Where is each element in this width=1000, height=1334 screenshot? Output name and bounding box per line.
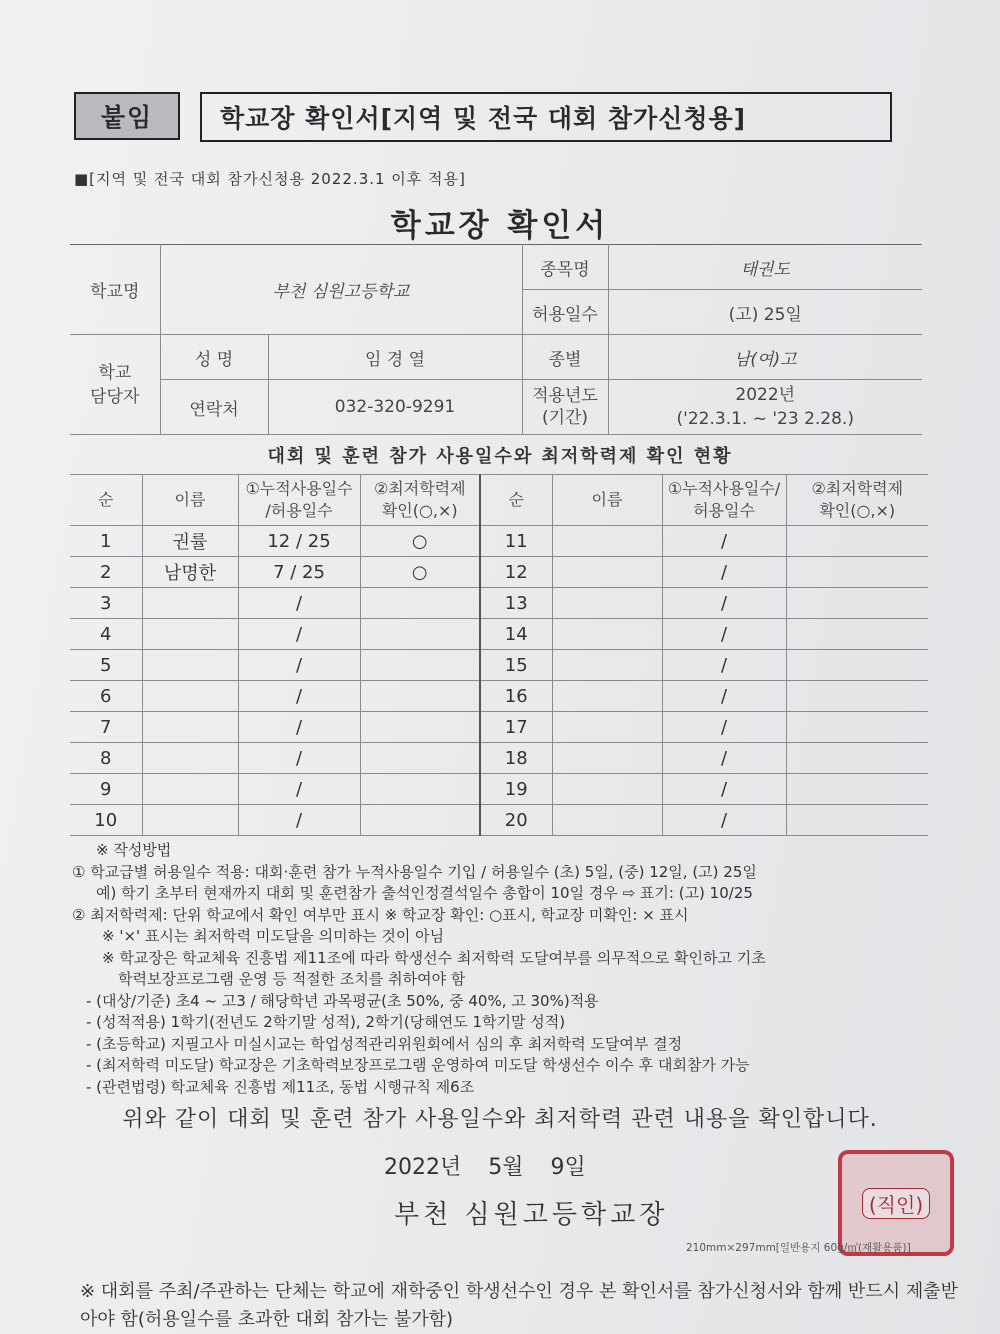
footer-note: ※ 대회를 주최/주관하는 단체는 학교에 재학중인 학생선수인 경우 본 확인서를 참가신청서와 함께 반드시 제출받아야 함(허용일수를 초과한 대회 참가는 불가함) — [80, 1281, 958, 1330]
instructions-notes — [72, 840, 942, 1098]
days-used: / — [662, 526, 786, 557]
date-day: 9일 — [550, 1155, 586, 1180]
academic-check — [360, 588, 480, 619]
days-used: / — [238, 681, 360, 712]
row-number: 16 — [480, 681, 552, 712]
sport-label: 종목명 — [522, 245, 608, 290]
table-row — [70, 681, 928, 712]
signature-date — [384, 1150, 586, 1181]
col-header: 이름 — [552, 475, 662, 526]
table-row — [70, 619, 928, 650]
row-number: 11 — [480, 526, 552, 557]
row-number: 10 — [70, 805, 142, 836]
note-line: - (최저학력 미도달) 학교장은 기초학력보장프로그램 운영하여 미도달 학생선수 이수 후 대회참가 가능 — [86, 1056, 750, 1074]
allowed-days-value: (고) 25일 — [608, 290, 922, 335]
attachment-tag: 붙임 — [74, 92, 180, 140]
athlete-name — [142, 619, 238, 650]
academic-check — [786, 650, 928, 681]
note-line: ※ '×' 표시는 최저학력 미도달을 의미하는 것이 아님 — [102, 927, 445, 945]
note-line: - (초등학교) 지필고사 미실시교는 학업성적관리위원회에서 심의 후 최저학력 도달여부 결정 — [86, 1034, 683, 1053]
athlete-name — [552, 526, 662, 557]
academic-check — [360, 743, 480, 774]
athlete-name — [142, 743, 238, 774]
athlete-name — [552, 650, 662, 681]
year-label: 적용년도 (기간) — [522, 380, 608, 435]
table-row — [70, 805, 928, 836]
manager-name-label: 성 명 — [160, 335, 268, 380]
days-used: 12 / 25 — [238, 526, 360, 557]
academic-check — [786, 619, 928, 650]
row-number: 15 — [480, 650, 552, 681]
days-used: / — [238, 588, 360, 619]
athlete-name — [142, 650, 238, 681]
row-number: 18 — [480, 743, 552, 774]
col-header: ①누적사용일수 /허용일수 — [238, 475, 360, 526]
row-number: 8 — [70, 743, 142, 774]
academic-check — [360, 650, 480, 681]
row-number: 9 — [70, 774, 142, 805]
applicability-note: ■[지역 및 전국 대회 참가신청용 2022.3.1 이후 적용] — [74, 170, 466, 188]
contact-value: 032-320-9291 — [268, 380, 522, 435]
athlete-name — [552, 743, 662, 774]
academic-check: ○ — [360, 557, 480, 588]
table-row — [70, 774, 928, 805]
col-header: 이름 — [142, 475, 238, 526]
row-number: 12 — [480, 557, 552, 588]
date-year: 2022년 — [384, 1155, 462, 1180]
note-line: 학력보장프로그램 운영 등 적절한 조치를 취하여야 함 — [118, 970, 466, 988]
sport-value: 태권도 — [608, 245, 922, 290]
allowed-days-label: 허용일수 — [522, 290, 608, 335]
athlete-name — [552, 588, 662, 619]
academic-check — [786, 526, 928, 557]
academic-check — [786, 743, 928, 774]
days-used: / — [662, 681, 786, 712]
year-cell — [608, 380, 922, 435]
category-value: 남(여)고 — [608, 335, 922, 380]
academic-check — [360, 681, 480, 712]
row-number: 13 — [480, 588, 552, 619]
note-line: - (대상/기준) 초4 ~ 고3 / 해당학년 과목평균(초 50%, 중 40%, 고 30%)적용 — [86, 991, 599, 1010]
days-used: / — [662, 805, 786, 836]
academic-check: ○ — [360, 526, 480, 557]
row-number: 6 — [70, 681, 142, 712]
academic-check — [786, 774, 928, 805]
confirmation-statement: 위와 같이 대회 및 훈련 참가 사용일수와 최저학력 관련 내용을 확인합니다. — [122, 1107, 878, 1132]
col-header: 순 — [480, 475, 552, 526]
athlete-name — [552, 619, 662, 650]
date-month: 5월 — [488, 1155, 524, 1180]
table-row — [70, 650, 928, 681]
days-used: / — [662, 650, 786, 681]
year-value: 2022년 — [735, 385, 796, 405]
manager-name-value: 임 경 열 — [268, 335, 522, 380]
note-line: - (성적적용) 1학기(전년도 2학기말 성적), 2학기(당해연도 1학기말 성적) — [86, 1013, 566, 1031]
table-row — [70, 557, 928, 588]
athlete-name: 권률 — [142, 526, 238, 557]
athlete-name — [142, 712, 238, 743]
days-used: / — [662, 588, 786, 619]
athlete-name — [552, 774, 662, 805]
academic-check — [786, 588, 928, 619]
table-row — [70, 743, 928, 774]
days-used: / — [238, 743, 360, 774]
days-used: / — [662, 557, 786, 588]
academic-check — [786, 712, 928, 743]
academic-check — [786, 681, 928, 712]
manager-label: 학교 담당자 — [70, 335, 160, 435]
athlete-name — [552, 805, 662, 836]
note-line: ① 학교급별 허용일수 적용: 대회·훈련 참가 누적사용일수 기입 / 허용일수 (초) 5일, (중) 12일, (고) 25일 — [72, 862, 757, 881]
academic-check — [360, 712, 480, 743]
row-number: 2 — [70, 557, 142, 588]
note-line: ※ 학교장은 학교체육 진흥법 제11조에 따라 학생선수 최저학력 도달여부를 의무적으로 확인하고 기초 — [102, 948, 766, 967]
row-number: 5 — [70, 650, 142, 681]
page-title: 학교장 확인서 — [390, 208, 610, 244]
days-used: / — [662, 743, 786, 774]
row-number: 14 — [480, 619, 552, 650]
academic-check — [360, 805, 480, 836]
category-label: 종별 — [522, 335, 608, 380]
school-name-label: 학교명 — [70, 245, 160, 335]
academic-check — [360, 774, 480, 805]
athlete-name — [142, 774, 238, 805]
col-header: ②최저학력제 확인(○,×) — [786, 475, 928, 526]
athlete-name — [142, 805, 238, 836]
athlete-name: 남명한 — [142, 557, 238, 588]
athlete-name — [142, 588, 238, 619]
days-used: / — [662, 712, 786, 743]
school-name-value: 부천 심원고등학교 — [160, 245, 522, 335]
row-number: 20 — [480, 805, 552, 836]
row-number: 19 — [480, 774, 552, 805]
seal-label: (직인) — [862, 1188, 930, 1219]
days-used: / — [238, 774, 360, 805]
row-number: 17 — [480, 712, 552, 743]
col-header: 순 — [70, 475, 142, 526]
col-header: ①누적사용일수/ 허용일수 — [662, 475, 786, 526]
athlete-name — [552, 712, 662, 743]
days-used: / — [238, 805, 360, 836]
note-line: ② 최저학력제: 단위 학교에서 확인 여부만 표시 ※ 학교장 확인: ○표시, 학교장 미확인: × 표시 — [72, 905, 689, 924]
row-number: 1 — [70, 526, 142, 557]
days-used: / — [662, 774, 786, 805]
note-line: ※ 작성방법 — [96, 841, 172, 859]
days-used: / — [238, 619, 360, 650]
days-used: / — [662, 619, 786, 650]
athlete-name — [552, 557, 662, 588]
note-line: - (관련법령) 학교체육 진흥법 제11조, 동법 시행규칙 제6조 — [86, 1077, 475, 1096]
athlete-name — [142, 681, 238, 712]
contact-label: 연락처 — [160, 380, 268, 435]
academic-check — [786, 805, 928, 836]
document-header-title: 학교장 확인서[지역 및 전국 대회 참가신청용] — [200, 92, 892, 142]
academic-check — [786, 557, 928, 588]
period-value: ('22.3.1. ~ '23 2.28.) — [676, 409, 854, 429]
table-row — [70, 712, 928, 743]
days-used: 7 / 25 — [238, 557, 360, 588]
signer-name: 부천 심원고등학교장 — [394, 1200, 669, 1230]
col-header: ②최저학력제 확인(○,×) — [360, 475, 480, 526]
row-number: 3 — [70, 588, 142, 619]
days-used: / — [238, 712, 360, 743]
status-section-title: 대회 및 훈련 참가 사용일수와 최저학력제 확인 현황 — [267, 446, 733, 467]
athlete-status-table — [70, 474, 928, 836]
days-used: / — [238, 650, 360, 681]
paper-spec-note: 210mm×297mm[일반용지 60g/㎡(재활용품)] — [686, 1242, 911, 1254]
note-line: 예) 학기 초부터 현재까지 대회 및 훈련참가 출석인정결석일수 총합이 10일 경우 ⇨ 표기: (고) 10/25 — [96, 884, 753, 902]
table-row — [70, 588, 928, 619]
row-number: 4 — [70, 619, 142, 650]
school-info-table — [70, 244, 922, 435]
athlete-name — [552, 681, 662, 712]
table-row — [70, 526, 928, 557]
table-header-row — [70, 475, 928, 526]
row-number: 7 — [70, 712, 142, 743]
academic-check — [360, 619, 480, 650]
